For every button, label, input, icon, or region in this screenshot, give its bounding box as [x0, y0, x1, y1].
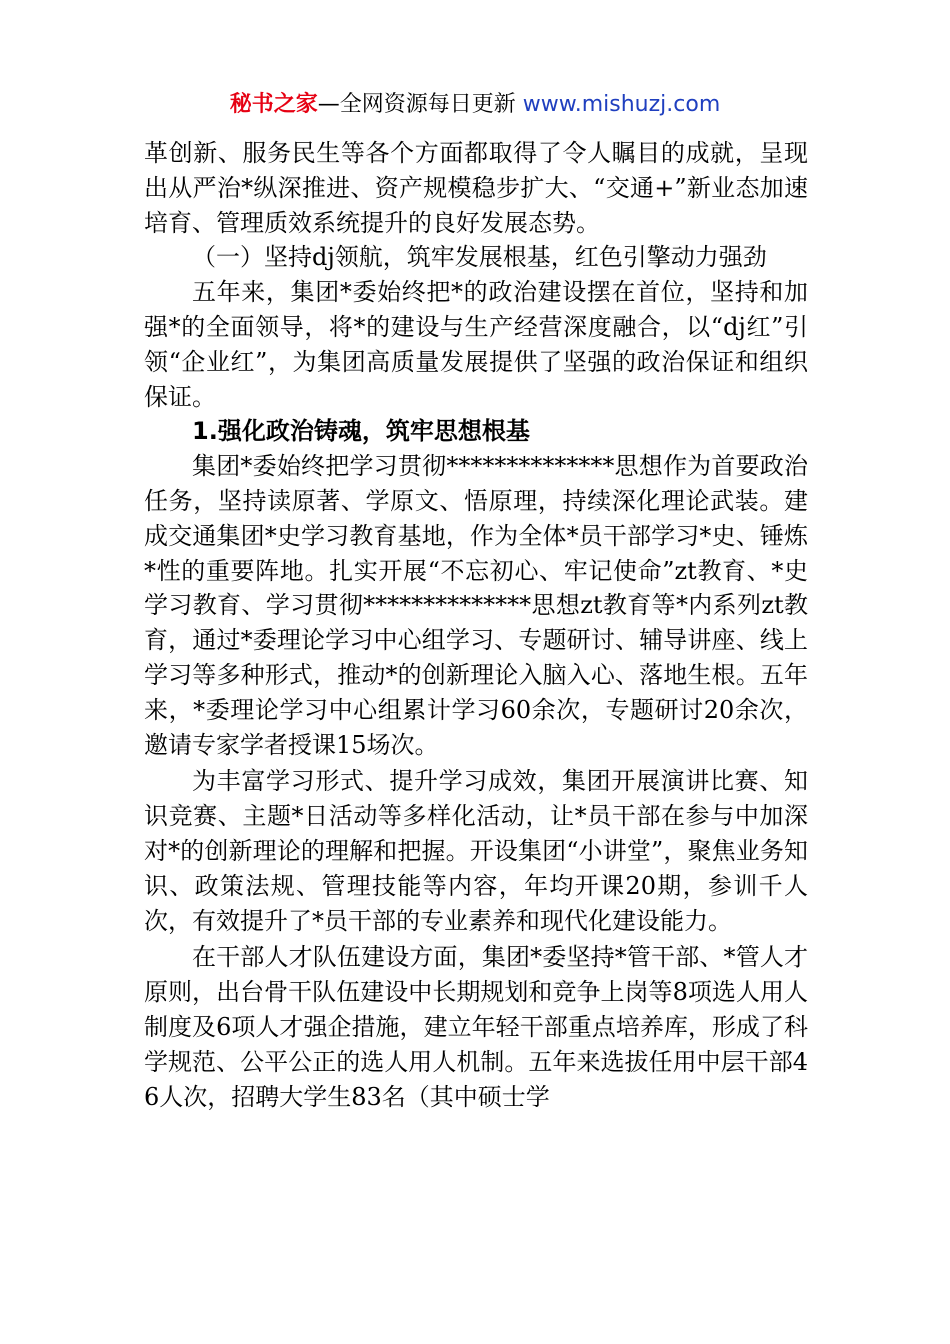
section-heading: （一）坚持dj领航，筑牢发展根基，红色引擎动力强劲 — [192, 243, 767, 272]
paragraph-continued: 革创新、服务民生等各个方面都取得了令人瞩目的成就，呈现出从严治*纵深推进、资产规模稳步扩大、“交通+”新业态加速培育、管理质效系统提升的良好发展态势。 — [144, 139, 808, 237]
paragraph: 集团*委始终把学习贯彻**************思想作为首要政治任务，坚持读原著、学原文、悟原理，持续深化理论武装。建成交通集团*史学习教育基地，作为全体*员干部学习*史、锤炼*性的重要阵地。扎实开展“不忘初心、牢记使命”zt教育、*史学习教育、学习贯彻**************思想zt教育等*内系列zt教育，通过*委理论学习中心组学习、专题研讨、辅导讲座、线上学习等多种形式，推动*的创新理论入脑入心、落地生根。五年来，*委理论学习中心组累计学习60余次，专题研讨20余次，邀请专家学者授课15场次。 — [144, 452, 808, 759]
paragraph: 五年来，集团*委始终把*的政治建设摆在首位，坚持和加强*的全面领导，将*的建设与生产经营深度融合，以“dj红”引领“企业红”，为集团高质量发展提供了坚强的政治保证和组织保证。 — [144, 278, 808, 411]
subsection-heading: 1.强化政治铸魂，筑牢思想根基 — [192, 417, 530, 446]
site-tagline: —全网资源每日更新 — [317, 92, 523, 117]
site-url-link[interactable]: www.mishuzj.com — [522, 92, 721, 117]
document-body — [144, 136, 808, 1114]
site-header — [0, 89, 950, 121]
site-brand: 秘书之家 — [229, 92, 318, 117]
paragraph: 在干部人才队伍建设方面，集团*委坚持*管干部、*管人才原则，出台骨干队伍建设中长期规划和竞争上岗等8项选人用人制度及6项人才强企措施，建立年轻干部重点培养库，形成了科学规范、公平公正的选人用人机制。五年来选拔任用中层干部46人次，招聘大学生83名（其中硕士学 — [144, 943, 808, 1111]
paragraph: 为丰富学习形式、提升学习成效，集团开展演讲比赛、知识竞赛、主题*日活动等多样化活动，让*员干部在参与中加深对*的创新理论的理解和把握。开设集团“小讲堂”，聚焦业务知识、政策法规、管理技能等内容，年均开课20期，参训千人次，有效提升了*员干部的专业素养和现代化建设能力。 — [144, 767, 808, 935]
